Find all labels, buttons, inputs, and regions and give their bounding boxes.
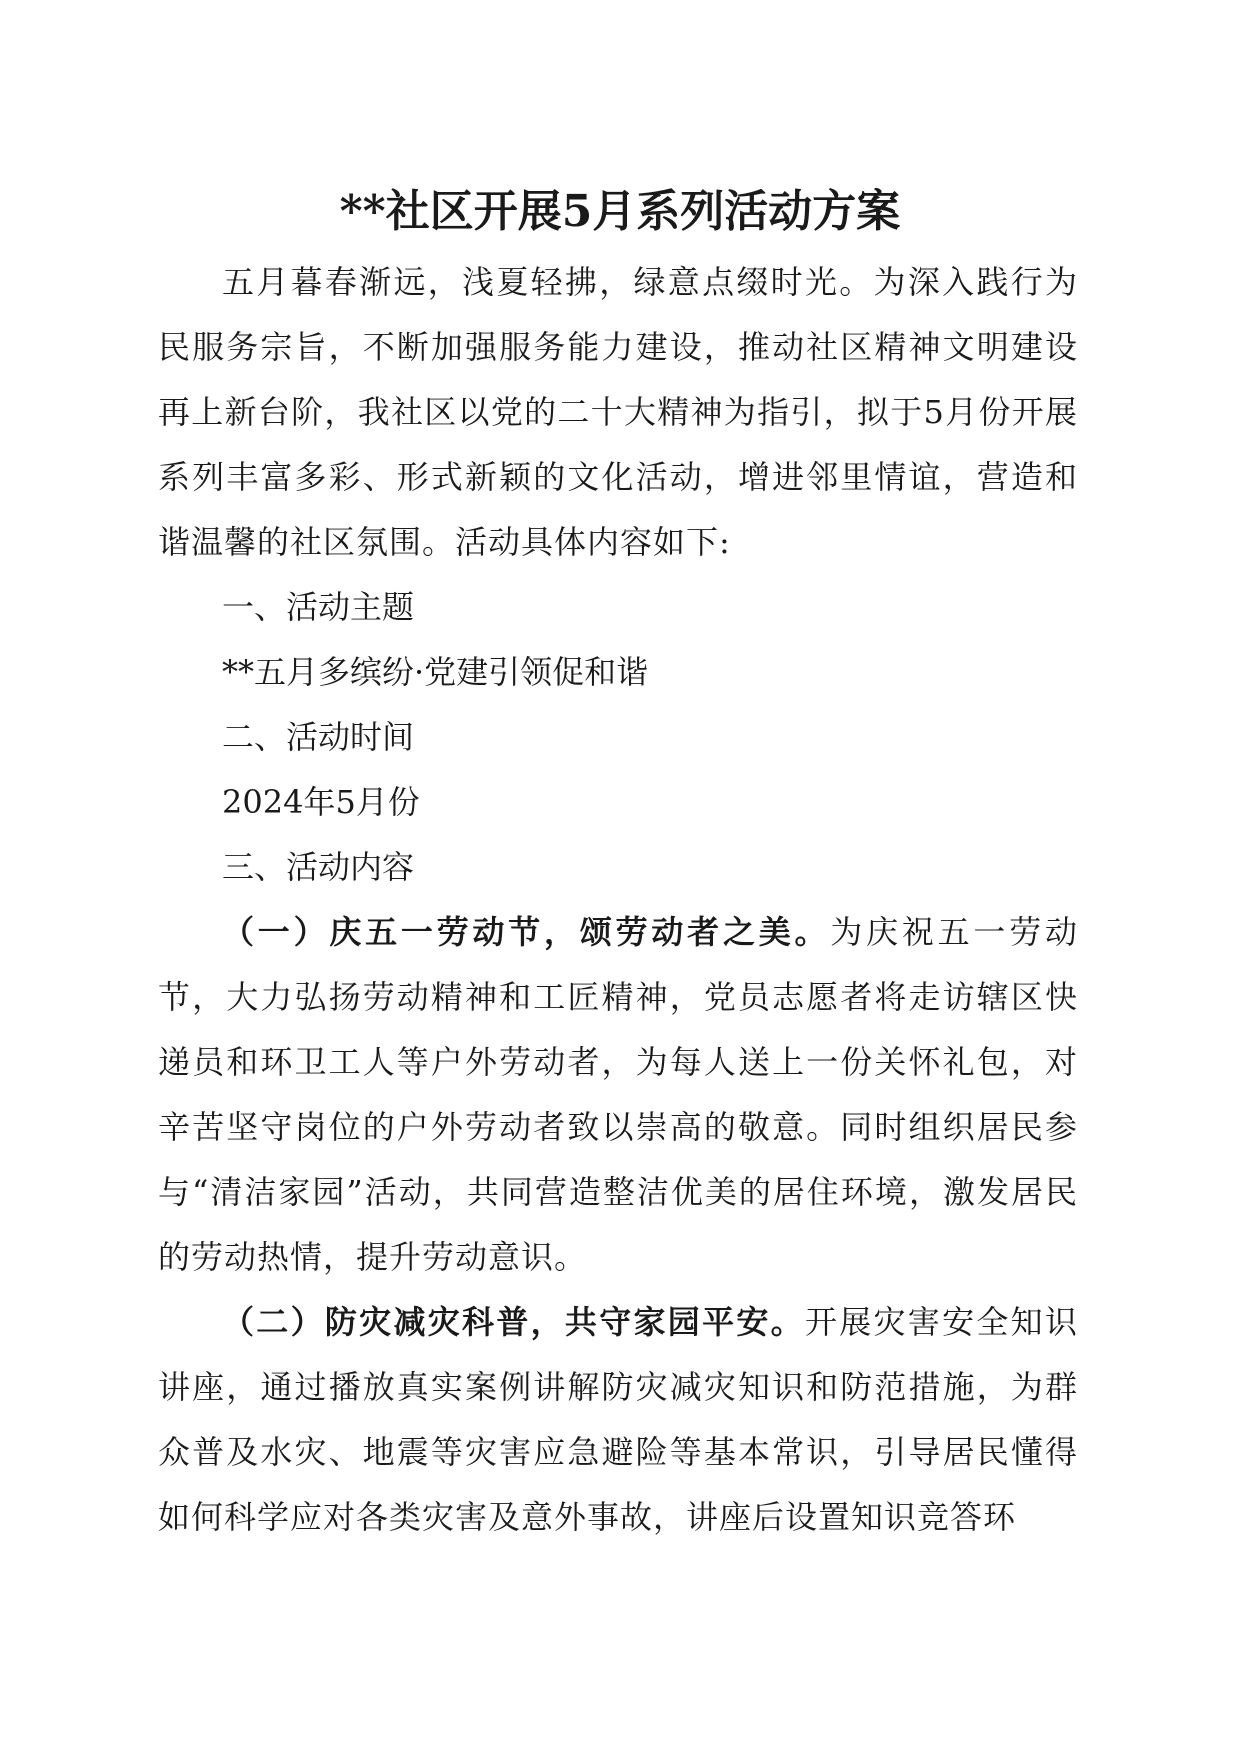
section-content-time: 2024年5月份 <box>222 783 420 821</box>
document-title: **社区开展5月系列活动方案 <box>339 186 901 237</box>
activity-item-2-text: 开展灾害安全知识讲座，通过播放真实案例讲解防灾减灾知识和防范措施，为群众普及水灾、地震等灾害应急避险等基本常识，引导居民懂得如何科学应对各类灾害及意外事故，讲座后设置知识竞答环 <box>158 1303 1078 1536</box>
activity-item-1 <box>158 900 1078 1290</box>
section-heading-time: 二、活动时间 <box>222 718 415 756</box>
section-heading-content: 三、活动内容 <box>222 848 415 886</box>
activity-item-2-lead: （二）防灾减灾科普，共守家园平安。 <box>222 1303 805 1341</box>
activity-item-2 <box>158 1290 1078 1550</box>
document-body <box>158 250 1078 1550</box>
activity-item-1-lead: （一）庆五一劳动节，颂劳动者之美。 <box>222 913 831 951</box>
activity-item-1-text: 为庆祝五一劳动节，大力弘扬劳动精神和工匠精神，党员志愿者将走访辖区快递员和环卫工人等户外劳动者，为每人送上一份关怀礼包，对辛苦坚守岗位的户外劳动者致以崇高的敬意。同时组织居民参与“清洁家园”活动，共同营造整洁优美的居住环境，激发居民的劳动热情，提升劳动意识。 <box>158 913 1078 1276</box>
section-content-theme: **五月多缤纷·党建引领促和谐 <box>222 653 649 691</box>
section-heading-theme: 一、活动主题 <box>222 588 415 626</box>
intro-paragraph: 五月暮春渐远，浅夏轻拂，绿意点缀时光。为深入践行为民服务宗旨，不断加强服务能力建设，推动社区精神文明建设再上新台阶，我社区以党的二十大精神为指引，拟于5月份开展系列丰富多彩、形式新颖的文化活动，增进邻里情谊，营造和谐温馨的社区氛围。活动具体内容如下: <box>158 263 1078 561</box>
